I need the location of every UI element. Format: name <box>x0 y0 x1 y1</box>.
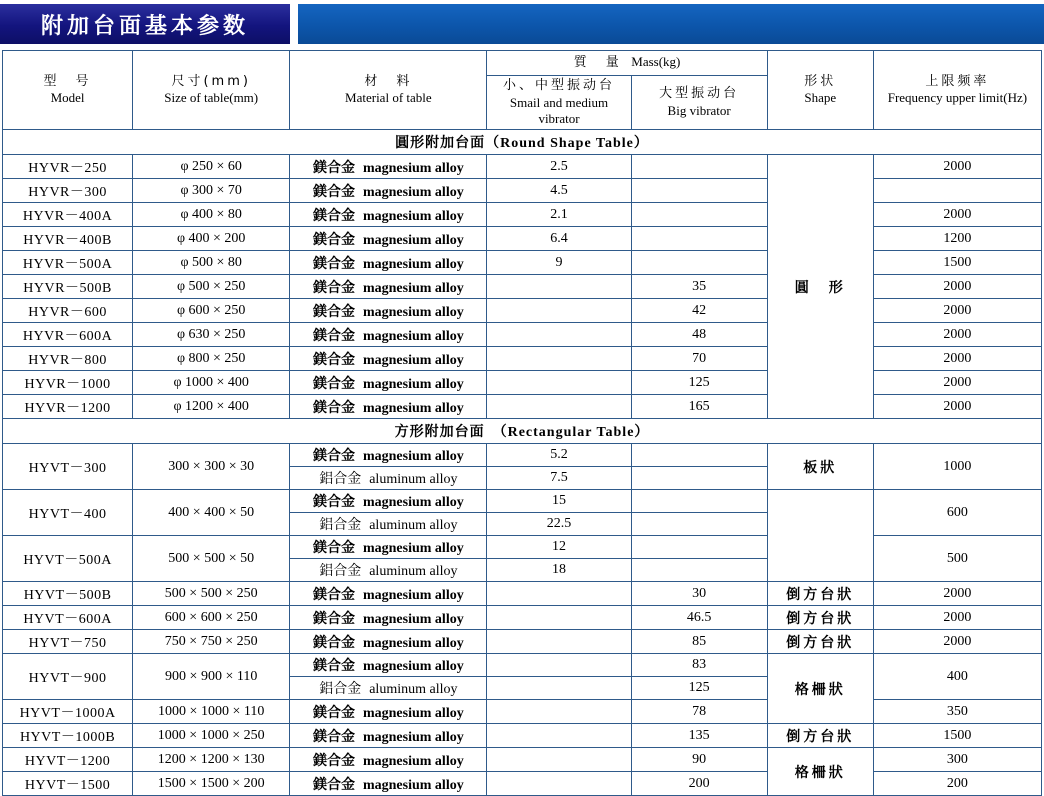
cell-material: 鋁合金 aluminum alloy <box>290 513 487 536</box>
section-header-row <box>3 130 1042 155</box>
page-banner <box>0 4 1044 44</box>
cell-material: 鎂合金 magnesium alloy <box>290 654 487 677</box>
header-mass-group: 質 量 Mass(kg) <box>487 51 767 76</box>
cell-mass-big: 70 <box>631 347 767 371</box>
table-header <box>3 51 1042 130</box>
cell-frequency: 2000 <box>873 203 1041 227</box>
cell-mass-big <box>631 467 767 490</box>
cell-mass-big: 42 <box>631 299 767 323</box>
table-row <box>3 323 1042 347</box>
cell-model: HYVT－900 <box>3 654 133 700</box>
cell-size: φ 1000 × 400 <box>133 371 290 395</box>
cell-material: 鎂合金 magnesium alloy <box>290 772 487 796</box>
table-row <box>3 275 1042 299</box>
cell-mass-small: 9 <box>487 251 631 275</box>
cell-frequency: 1500 <box>873 724 1041 748</box>
cell-mass-big <box>631 444 767 467</box>
table-row <box>3 227 1042 251</box>
cell-frequency: 2000 <box>873 155 1041 179</box>
table-body <box>3 130 1042 796</box>
cell-mass-big: 90 <box>631 748 767 772</box>
cell-size: 1500 × 1500 × 200 <box>133 772 290 796</box>
page-title: 附加台面基本参数 <box>0 4 290 44</box>
cell-mass-small <box>487 275 631 299</box>
cell-mass-small: 7.5 <box>487 467 631 490</box>
cell-frequency: 2000 <box>873 606 1041 630</box>
cell-size: φ 300 × 70 <box>133 179 290 203</box>
cell-model: HYVT－500B <box>3 582 133 606</box>
cell-frequency: 300 <box>873 748 1041 772</box>
spec-table <box>2 50 1042 796</box>
cell-frequency: 2000 <box>873 275 1041 299</box>
cell-frequency: 500 <box>873 536 1041 582</box>
cell-frequency: 2000 <box>873 323 1041 347</box>
cell-mass-small <box>487 630 631 654</box>
cell-mass-big <box>631 251 767 275</box>
cell-material: 鋁合金 aluminum alloy <box>290 677 487 700</box>
cell-model: HYVR－400B <box>3 227 133 251</box>
cell-shape: 倒方台狀 <box>767 724 873 748</box>
header-big-vibrator: 大型振动台 Big vibrator <box>631 76 767 130</box>
cell-model: HYVR－300 <box>3 179 133 203</box>
cell-size: φ 400 × 80 <box>133 203 290 227</box>
cell-shape: 倒方台狀 <box>767 630 873 654</box>
cell-size: 1000 × 1000 × 250 <box>133 724 290 748</box>
cell-shape: 格柵狀 <box>767 654 873 724</box>
cell-material: 鎂合金 magnesium alloy <box>290 251 487 275</box>
cell-frequency: 2000 <box>873 347 1041 371</box>
cell-model: HYVT－1500 <box>3 772 133 796</box>
table-row <box>3 299 1042 323</box>
cell-model: HYVR－1000 <box>3 371 133 395</box>
table-row <box>3 395 1042 419</box>
cell-mass-small <box>487 323 631 347</box>
cell-model: HYVR－250 <box>3 155 133 179</box>
cell-frequency: 1000 <box>873 444 1041 490</box>
cell-mass-small: 4.5 <box>487 179 631 203</box>
cell-material: 鎂合金 magnesium alloy <box>290 582 487 606</box>
cell-shape <box>767 490 873 582</box>
cell-material: 鎂合金 magnesium alloy <box>290 395 487 419</box>
table-row <box>3 772 1042 796</box>
cell-frequency: 2000 <box>873 299 1041 323</box>
cell-mass-small: 12 <box>487 536 631 559</box>
cell-shape: 板狀 <box>767 444 873 490</box>
cell-mass-big <box>631 559 767 582</box>
cell-mass-small <box>487 371 631 395</box>
cell-mass-small <box>487 299 631 323</box>
cell-material: 鎂合金 magnesium alloy <box>290 700 487 724</box>
cell-size: φ 400 × 200 <box>133 227 290 251</box>
cell-mass-small <box>487 606 631 630</box>
cell-size: 1200 × 1200 × 130 <box>133 748 290 772</box>
table-row <box>3 630 1042 654</box>
cell-mass-small: 18 <box>487 559 631 582</box>
cell-model: HYVT－400 <box>3 490 133 536</box>
cell-size: 750 × 750 × 250 <box>133 630 290 654</box>
cell-material: 鎂合金 magnesium alloy <box>290 444 487 467</box>
cell-mass-small: 5.2 <box>487 444 631 467</box>
cell-size: 500 × 500 × 50 <box>133 536 290 582</box>
cell-model: HYVR－500A <box>3 251 133 275</box>
header-model: 型 号 Model <box>3 51 133 130</box>
cell-size: φ 1200 × 400 <box>133 395 290 419</box>
cell-model: HYVT－500A <box>3 536 133 582</box>
cell-size: φ 630 × 250 <box>133 323 290 347</box>
table-row <box>3 347 1042 371</box>
cell-shape: 倒方台狀 <box>767 582 873 606</box>
cell-mass-big <box>631 513 767 536</box>
cell-size: 300 × 300 × 30 <box>133 444 290 490</box>
cell-material: 鎂合金 magnesium alloy <box>290 371 487 395</box>
section-title-rectangular: 方形附加台面 （Rectangular Table） <box>3 419 1042 444</box>
header-small-vibrator: 小、中型振动台 Smail and medium vibrator <box>487 76 631 130</box>
cell-model: HYVT－1000B <box>3 724 133 748</box>
table-row <box>3 490 1042 513</box>
cell-size: φ 250 × 60 <box>133 155 290 179</box>
section-title-round: 圓形附加台面（Round Shape Table） <box>3 130 1042 155</box>
table-row <box>3 251 1042 275</box>
table-row <box>3 444 1042 467</box>
cell-mass-big: 165 <box>631 395 767 419</box>
cell-material: 鎂合金 magnesium alloy <box>290 323 487 347</box>
cell-model: HYVT－600A <box>3 606 133 630</box>
cell-material: 鋁合金 aluminum alloy <box>290 467 487 490</box>
cell-mass-big <box>631 536 767 559</box>
cell-shape: 格柵狀 <box>767 748 873 796</box>
cell-mass-small <box>487 654 631 677</box>
cell-size: φ 500 × 80 <box>133 251 290 275</box>
cell-model: HYVR－1200 <box>3 395 133 419</box>
cell-frequency: 600 <box>873 490 1041 536</box>
cell-mass-small: 15 <box>487 490 631 513</box>
cell-mass-small: 2.1 <box>487 203 631 227</box>
cell-material: 鎂合金 magnesium alloy <box>290 606 487 630</box>
cell-mass-big: 30 <box>631 582 767 606</box>
cell-material: 鎂合金 magnesium alloy <box>290 748 487 772</box>
cell-frequency: 2000 <box>873 395 1041 419</box>
banner-accent-bar <box>298 4 1044 44</box>
cell-material: 鎂合金 magnesium alloy <box>290 275 487 299</box>
table-row <box>3 179 1042 203</box>
cell-mass-big <box>631 490 767 513</box>
table-row <box>3 371 1042 395</box>
cell-mass-big: 83 <box>631 654 767 677</box>
cell-model: HYVT－300 <box>3 444 133 490</box>
cell-frequency: 2000 <box>873 630 1041 654</box>
cell-mass-big: 35 <box>631 275 767 299</box>
cell-material: 鎂合金 magnesium alloy <box>290 724 487 748</box>
cell-mass-small: 2.5 <box>487 155 631 179</box>
cell-mass-big: 200 <box>631 772 767 796</box>
header-shape: 形状 Shape <box>767 51 873 130</box>
cell-mass-small: 22.5 <box>487 513 631 536</box>
table-row <box>3 536 1042 559</box>
cell-mass-big <box>631 179 767 203</box>
cell-model: HYVT－750 <box>3 630 133 654</box>
page <box>0 4 1044 793</box>
cell-mass-big <box>631 155 767 179</box>
cell-mass-big <box>631 227 767 251</box>
cell-size: φ 800 × 250 <box>133 347 290 371</box>
cell-mass-big: 135 <box>631 724 767 748</box>
cell-mass-small <box>487 700 631 724</box>
cell-size: 900 × 900 × 110 <box>133 654 290 700</box>
cell-mass-big: 125 <box>631 677 767 700</box>
cell-mass-small: 6.4 <box>487 227 631 251</box>
cell-frequency: 2000 <box>873 582 1041 606</box>
cell-size: 400 × 400 × 50 <box>133 490 290 536</box>
cell-size: 1000 × 1000 × 110 <box>133 700 290 724</box>
cell-material: 鎂合金 magnesium alloy <box>290 630 487 654</box>
cell-material: 鎂合金 magnesium alloy <box>290 536 487 559</box>
cell-size: 500 × 500 × 250 <box>133 582 290 606</box>
table-row <box>3 582 1042 606</box>
cell-size: 600 × 600 × 250 <box>133 606 290 630</box>
cell-frequency: 1200 <box>873 227 1041 251</box>
cell-material: 鎂合金 magnesium alloy <box>290 299 487 323</box>
cell-model: HYVT－1000A <box>3 700 133 724</box>
header-size: 尺寸(mm) Size of table(mm) <box>133 51 290 130</box>
cell-frequency: 2000 <box>873 371 1041 395</box>
cell-frequency: 350 <box>873 700 1041 724</box>
cell-mass-small <box>487 347 631 371</box>
cell-frequency: 400 <box>873 654 1041 700</box>
cell-mass-small <box>487 677 631 700</box>
table-row <box>3 700 1042 724</box>
cell-model: HYVR－500B <box>3 275 133 299</box>
cell-material: 鎂合金 magnesium alloy <box>290 490 487 513</box>
cell-frequency <box>873 179 1041 203</box>
cell-mass-big: 85 <box>631 630 767 654</box>
cell-mass-big: 48 <box>631 323 767 347</box>
cell-material: 鎂合金 magnesium alloy <box>290 155 487 179</box>
table-row <box>3 748 1042 772</box>
cell-model: HYVR－600 <box>3 299 133 323</box>
cell-mass-big: 125 <box>631 371 767 395</box>
cell-shape: 圓 形 <box>767 155 873 419</box>
cell-mass-small <box>487 395 631 419</box>
table-row <box>3 654 1042 677</box>
cell-model: HYVR－800 <box>3 347 133 371</box>
cell-mass-small <box>487 582 631 606</box>
cell-mass-big: 78 <box>631 700 767 724</box>
cell-material: 鎂合金 magnesium alloy <box>290 227 487 251</box>
cell-model: HYVR－600A <box>3 323 133 347</box>
cell-material: 鎂合金 magnesium alloy <box>290 203 487 227</box>
header-frequency: 上限频率 Frequency upper limit(Hz) <box>873 51 1041 130</box>
cell-model: HYVT－1200 <box>3 748 133 772</box>
cell-mass-small <box>487 748 631 772</box>
cell-mass-small <box>487 772 631 796</box>
section-header-row <box>3 419 1042 444</box>
cell-size: φ 500 × 250 <box>133 275 290 299</box>
header-material: 材 料 Material of table <box>290 51 487 130</box>
cell-size: φ 600 × 250 <box>133 299 290 323</box>
cell-mass-big <box>631 203 767 227</box>
table-row <box>3 203 1042 227</box>
table-row <box>3 155 1042 179</box>
cell-shape: 倒方台狀 <box>767 606 873 630</box>
cell-material: 鋁合金 aluminum alloy <box>290 559 487 582</box>
cell-material: 鎂合金 magnesium alloy <box>290 179 487 203</box>
cell-mass-big: 46.5 <box>631 606 767 630</box>
cell-frequency: 200 <box>873 772 1041 796</box>
cell-model: HYVR－400A <box>3 203 133 227</box>
cell-material: 鎂合金 magnesium alloy <box>290 347 487 371</box>
table-row <box>3 606 1042 630</box>
cell-frequency: 1500 <box>873 251 1041 275</box>
